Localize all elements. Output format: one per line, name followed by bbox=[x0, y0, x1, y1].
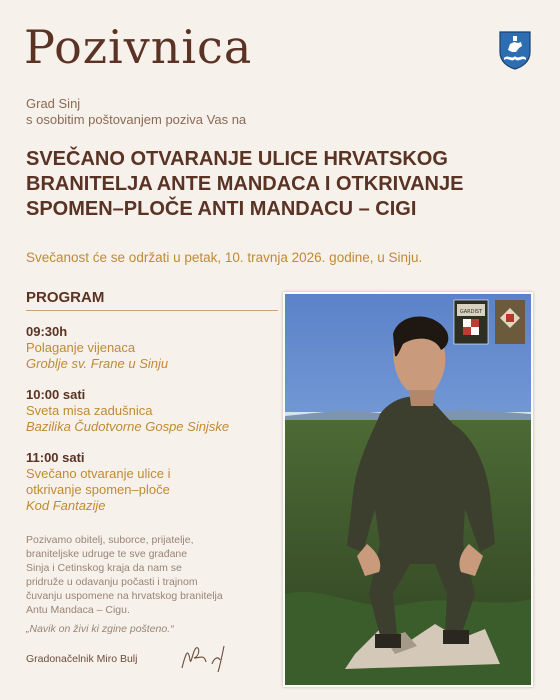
event-headline bbox=[26, 147, 546, 222]
program-heading: PROGRAM bbox=[26, 289, 278, 311]
mayor-name: Gradonačelnik Miro Bulj bbox=[26, 653, 138, 665]
invitation-line: braniteljske udruge te sve građane bbox=[26, 548, 188, 560]
invitation-line: Antu Mandaca – Cigu. bbox=[26, 604, 130, 616]
memorial-photo bbox=[285, 294, 531, 685]
program-item bbox=[26, 387, 281, 435]
program-item-location: Groblje sv. Frane u Sinju bbox=[26, 356, 169, 371]
program-item-location: Bazilika Čudotvorne Gospe Sinjske bbox=[26, 419, 230, 434]
program-item bbox=[26, 324, 281, 372]
invitation-line: Sinja i Cetinskog kraja da nam se bbox=[26, 562, 182, 574]
page-title: Pozivnica bbox=[24, 20, 253, 74]
headline-line-2: BRANITELJA ANTE MANDACA I OTKRIVANJE bbox=[26, 173, 464, 195]
program-schedule bbox=[26, 324, 281, 529]
program-item bbox=[26, 450, 281, 514]
intro-line-invite: s osobitim poštovanjem poziva Vas na bbox=[26, 112, 247, 127]
program-item-activity: Polaganje vijenaca bbox=[26, 340, 136, 355]
headline-line-1: SVEČANO OTVARANJE ULICE HRVATSKOG bbox=[26, 148, 448, 170]
program-item-time: 10:00 sati bbox=[26, 387, 86, 402]
program-item-time: 11:00 sati bbox=[26, 450, 85, 465]
city-coat-of-arms-icon bbox=[498, 30, 532, 70]
event-date: Svečanost će se održati u petak, 10. travnja 2026. godine, u Sinju. bbox=[26, 250, 423, 265]
program-item-time: 09:30h bbox=[26, 324, 68, 339]
program-item-activity: Sveta misa zadušnica bbox=[26, 403, 153, 418]
invitation-line: čuvanju uspomene na hrvatskog branitelja bbox=[26, 590, 223, 602]
photo-badge-text: GARDIST bbox=[459, 309, 483, 315]
motto-quote: „Navik on živi ki zgine pošteno.“ bbox=[26, 623, 174, 635]
program-item-location: Kod Fantazije bbox=[26, 498, 106, 513]
invitation-paragraph bbox=[26, 533, 276, 617]
program-item-activity: otkrivanje spomen–ploče bbox=[26, 482, 170, 497]
invitation-line: pridruže u odavanju počasti i trajnom bbox=[26, 576, 198, 588]
program-item-activity: Svečano otvaranje ulice i bbox=[26, 466, 171, 481]
intro-line-city: Grad Sinj bbox=[26, 96, 81, 111]
intro-text bbox=[26, 96, 246, 128]
invitation-line: Pozivamo obitelj, suborce, prijatelje, bbox=[26, 534, 194, 546]
headline-line-3: SPOMEN–PLOČE ANTI MANDACU – CIGI bbox=[26, 198, 417, 220]
handwritten-signature bbox=[178, 642, 236, 674]
